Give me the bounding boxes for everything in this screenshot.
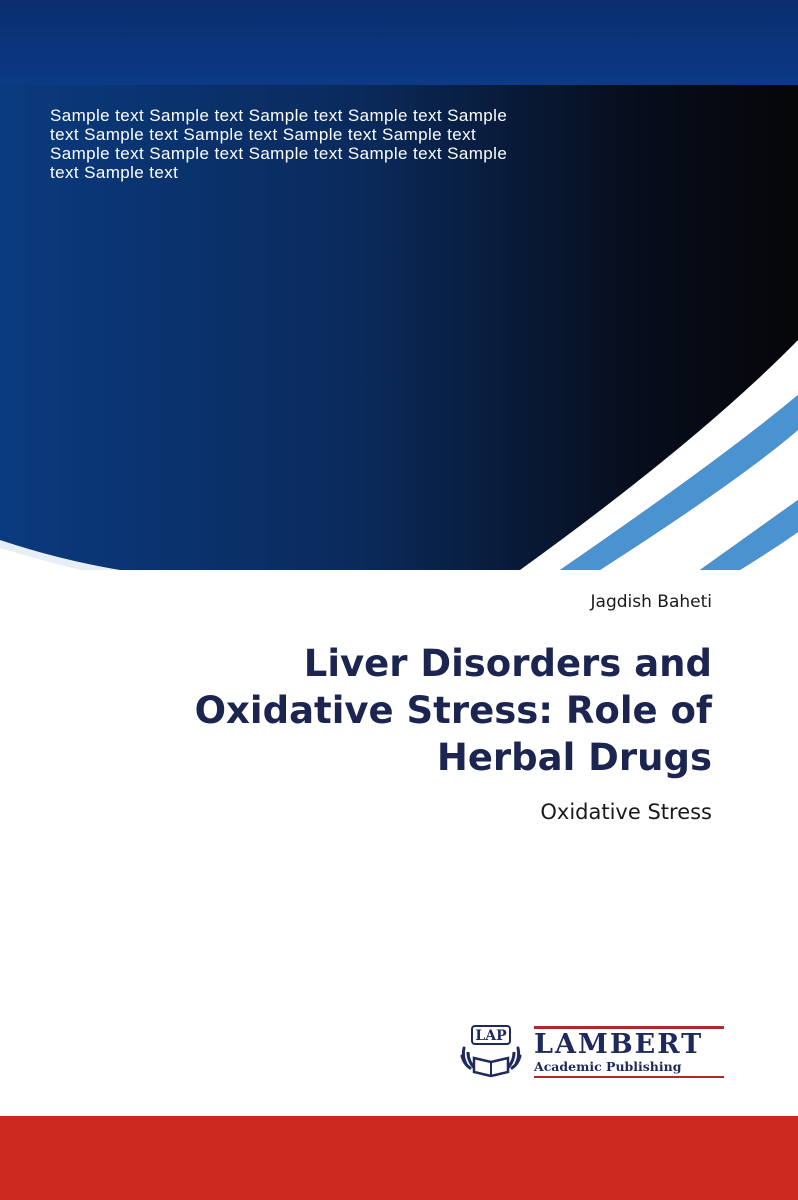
cover-top-band: [0, 0, 798, 570]
publisher-logo: [458, 1022, 724, 1084]
publisher-tagline: Academic Publishing: [534, 1059, 682, 1074]
logo-rule-bottom: [534, 1076, 724, 1078]
cover-bottom-band: [0, 1116, 798, 1200]
book-subtitle: Oxidative Stress: [540, 800, 712, 824]
publisher-wordmark: [534, 1026, 724, 1078]
seal-text: LAP: [475, 1028, 507, 1044]
book-title: Liver Disorders and Oxidative Stress: Role of Herbal Drugs: [194, 642, 712, 779]
swoosh-decoration: [0, 0, 798, 570]
author-name: Jagdish Baheti: [590, 592, 712, 612]
publisher-name: LAMBERT: [534, 1029, 704, 1060]
lap-seal-icon: [458, 1022, 524, 1084]
sample-text-block: Sample text Sample text Sample text Sample text Sample text Sample text Sample text Sample text Sample text Sample text Sample text Sample text Sample text Sample text Sample text: [50, 106, 508, 182]
